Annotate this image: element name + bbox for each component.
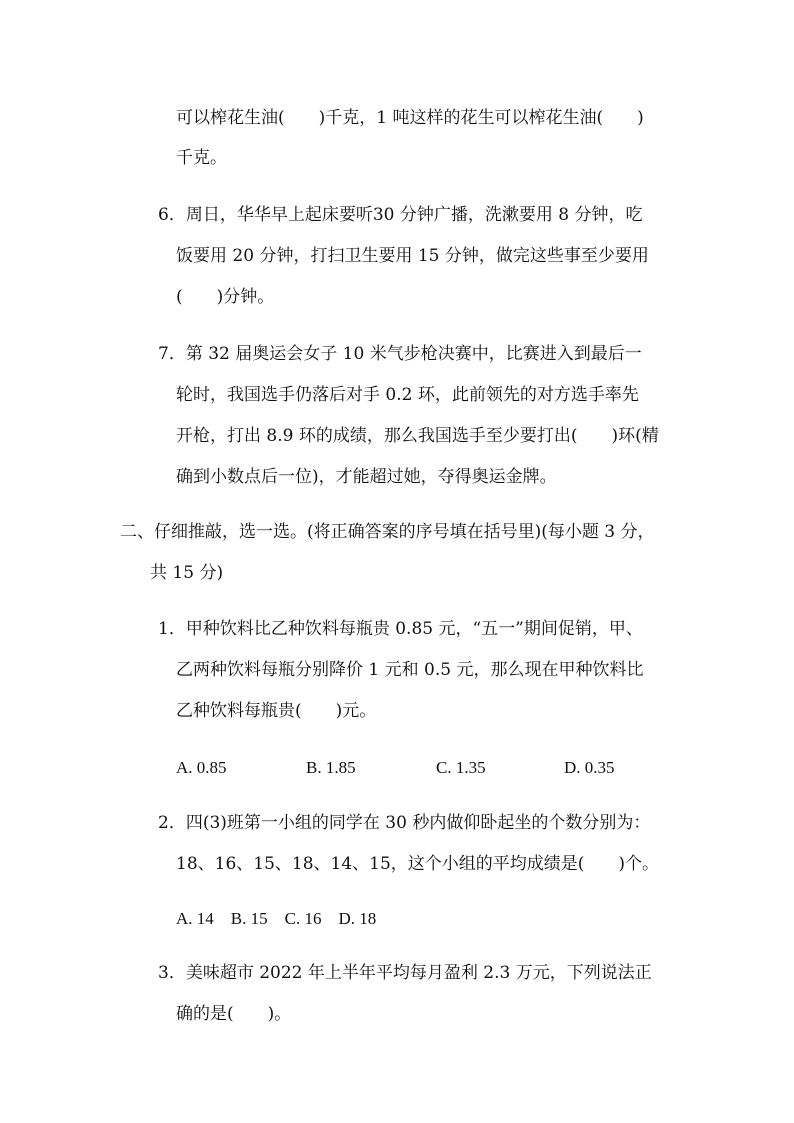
- s2q1-option-b: B. 1.85: [306, 758, 356, 777]
- s2q1-option-c: C. 1.35: [436, 758, 486, 777]
- q7-line-4: 确到小数点后一位)，才能超过她，夺得奥运金牌。: [176, 467, 557, 487]
- q6-line-2: 饭要用 20 分钟，打扫卫生要用 15 分钟，做完这些事至少要用: [176, 246, 649, 266]
- s2q1-line-2: 乙两种饮料每瓶分别降价 1 元和 0.5 元，那么现在甲种饮料比: [176, 660, 644, 680]
- s2q3-line-1: 3．美味超市 2022 年上半年平均每月盈利 2.3 万元，下列说法正: [158, 963, 652, 983]
- s2q1-option-a: A. 0.85: [176, 758, 227, 777]
- s2q1-line-1: 1．甲种饮料比乙种饮料每瓶贵 0.85 元，“五一”期间促销，甲、: [158, 619, 643, 639]
- q7-line-1: 7．第 32 届奥运会女子 10 米气步枪决赛中，比赛进入到最后一: [158, 344, 642, 364]
- q5-line-1: 可以榨花生油( )千克，1 吨这样的花生可以榨花生油( ): [176, 108, 644, 128]
- section-2-line-1: 二、仔细推敲，选一选。(将正确答案的序号填在括号里)(每小题 3 分，: [120, 522, 655, 542]
- s2q3-line-2: 确的是( )。: [176, 1004, 292, 1024]
- s2q2-line-2: 18、16、15、18、14、15，这个小组的平均成绩是( )个。: [176, 854, 660, 874]
- q7-line-3: 开枪，打出 8.9 环的成绩，那么我国选手至少要打出( )环(精: [176, 426, 659, 446]
- q6-line-1: 6．周日，华华早上起床要听30 分钟广播，洗漱要用 8 分钟，吃: [158, 205, 643, 225]
- s2q2-line-1: 2．四(3)班第一小组的同学在 30 秒内做仰卧起坐的个数分别为：: [158, 813, 651, 833]
- q5-line-2: 千克。: [176, 148, 227, 168]
- q7-line-2: 轮时，我国选手仍落后对手 0.2 环，此前领先的对方选手率先: [176, 385, 639, 405]
- s2q1-line-3: 乙种饮料每瓶贵( )元。: [176, 701, 377, 721]
- section-2-line-2: 共 15 分): [150, 563, 224, 583]
- s2q1-option-d: D. 0.35: [564, 758, 615, 777]
- q6-line-3: ( )分钟。: [176, 287, 275, 307]
- s2q2-options: A. 14 B. 15 C. 16 D. 18: [176, 909, 377, 928]
